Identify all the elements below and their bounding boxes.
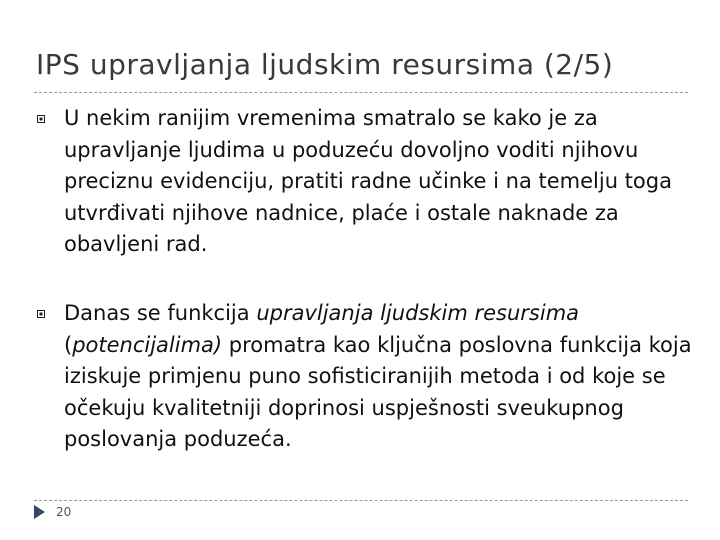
page-number: 20: [56, 505, 72, 519]
bullet-text-start: Danas se funkcija: [64, 301, 257, 325]
bullet-text: U nekim ranijim vremenima smatralo se kako je za upravljanje ljudima u poduzeću dovoljno voditi njihovu preciznu evidenciju, pratiti radne učinke i na temelju toga utvrđivati njihove nadnice, plaće i ostale naknade za obavljeni rad.: [64, 106, 672, 256]
title-divider: [34, 92, 688, 93]
bullet-item: [64, 103, 694, 261]
play-arrow-icon: [34, 505, 45, 519]
bullet-text-paren: (: [64, 332, 73, 357]
bullet-text-italic: upravljanja ljudskim resursima: [256, 301, 580, 325]
square-bullet-icon: [37, 310, 45, 318]
bullet-item: [64, 298, 694, 456]
slide-title: IPS upravljanja ljudskim resursima (2/5): [36, 48, 614, 81]
footer-divider: [34, 500, 688, 501]
bullet-text-end: promatra kao ključna poslovna funkcija koja iziskuje primjenu puno sofisticiranijih metoda i od koje se očekuju kvalitetniji doprinosi uspješnosti sveukupnog poslovanja poduzeća.: [64, 332, 692, 451]
bullet-text-italic: potencijalima): [72, 332, 223, 357]
square-bullet-icon: [37, 115, 45, 123]
